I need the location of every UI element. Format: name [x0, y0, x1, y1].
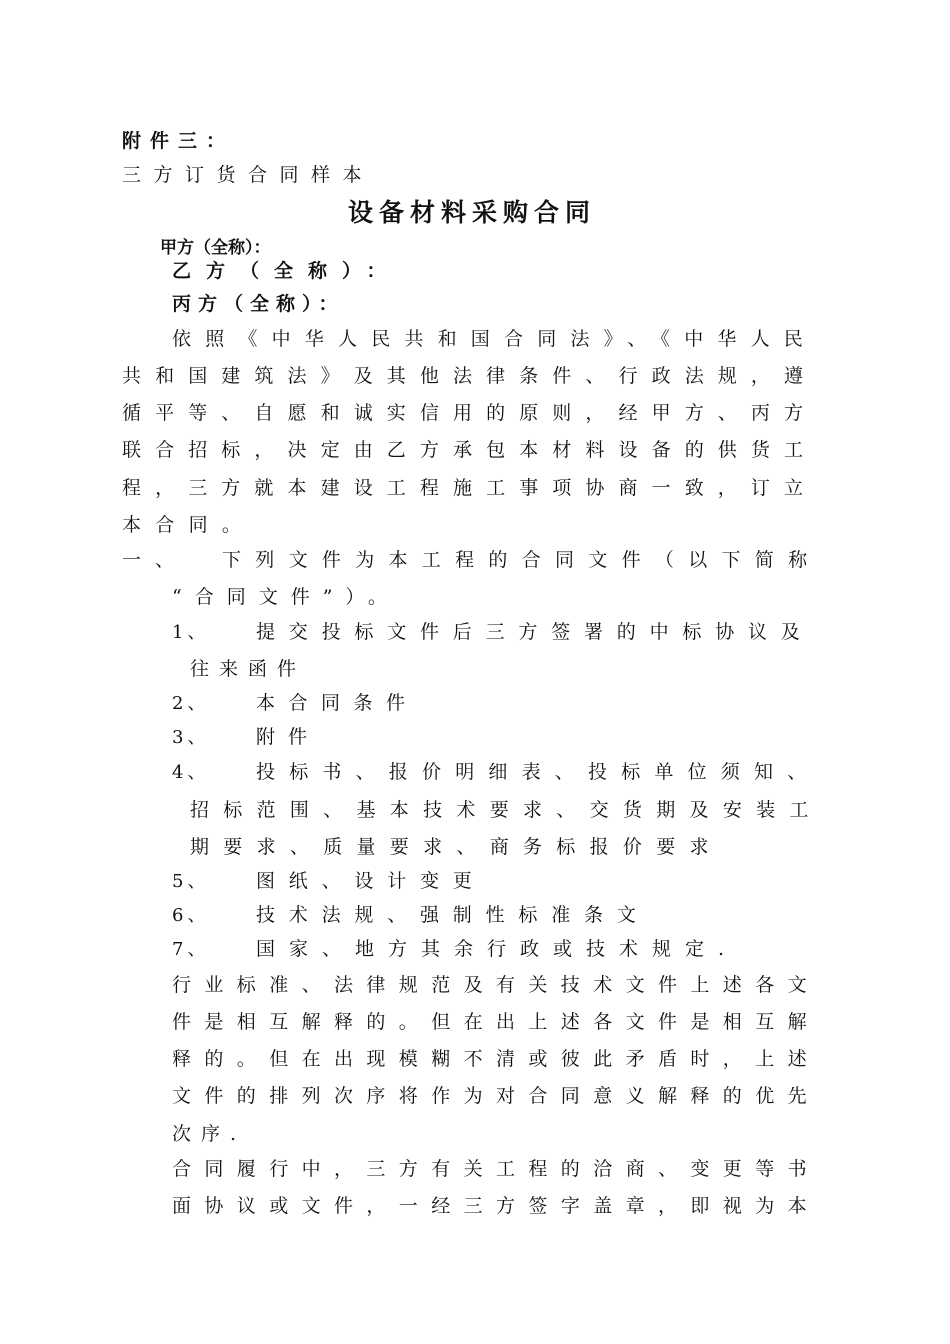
order-line: 文件的排列次序将作为对合同意义解释的优先: [172, 1085, 821, 1107]
intro-line: 共和国建筑法》及其他法律条件、行政法规，遵: [122, 365, 818, 387]
party-b: 乙方（全称）：: [172, 260, 401, 282]
attachment-label: 附件三：: [122, 130, 235, 152]
intro-line: 联合招标，决定由乙方承包本材料设备的供货工: [122, 439, 818, 461]
item-number: 7、: [172, 939, 210, 960]
intro-line: 程，三方就本建设工程施工事项协商一致，订立: [122, 477, 818, 499]
item-number: 5、: [172, 871, 210, 892]
item-text: 招标范围、基本技术要求、交货期及安装工: [190, 799, 823, 821]
item-number: 3、: [172, 727, 210, 748]
item-number: 6、: [172, 905, 210, 926]
item-text: 本合同条件: [256, 692, 419, 714]
section-number: 一、: [122, 549, 189, 571]
order-line: 次序.: [172, 1123, 247, 1145]
item-text: 附件: [256, 726, 321, 748]
item-number: 2、: [172, 693, 210, 714]
agreement-line: 合同履行中，三方有关工程的洽商、变更等书: [172, 1158, 821, 1180]
item-text: 投标书、报价明细表、投标单位须知、: [256, 761, 821, 783]
section-heading: 下列文件为本工程的合同文件（以下简称: [222, 549, 822, 571]
document-subtitle: 三方订货合同样本: [122, 164, 375, 186]
item-text: 图纸、设计变更: [256, 870, 486, 892]
item-text: 往来函件: [190, 658, 307, 680]
item-number: 1、: [172, 622, 210, 643]
order-line: 行业标准、法律规范及有关技术文件上述各文: [172, 974, 821, 996]
agreement-line: 面协议或文件，一经三方签字盖章，即视为本: [172, 1195, 821, 1217]
intro-line: 依照《中华人民共和国合同法》、《中华人民: [172, 328, 818, 350]
order-line: 释的。但在出现模糊不清或彼此矛盾时，上述: [172, 1048, 821, 1070]
item-text: 技术法规、强制性标准条文: [256, 904, 650, 926]
party-c: 丙方（全称）：: [172, 293, 345, 315]
item-text: 国家、地方其余行政或技术规定.: [256, 938, 739, 960]
item-text: 提交投标文件后三方签署的中标协议及: [256, 621, 814, 643]
order-line: 件是相互解释的。但在出上述各文件是相互解: [172, 1011, 821, 1033]
item-number: 4、: [172, 762, 210, 783]
item-text: 期要求、质量要求、商务标报价要求: [190, 836, 723, 858]
section-heading-cont: “合同文件”）。: [172, 586, 400, 608]
intro-line: 循平等、自愿和诚实信用的原则，经甲方、丙方: [122, 402, 818, 424]
document-title: 设备材料采购合同: [348, 198, 597, 227]
intro-line: 本合同。: [122, 514, 256, 536]
party-a: 甲方（全称）：: [160, 238, 271, 258]
